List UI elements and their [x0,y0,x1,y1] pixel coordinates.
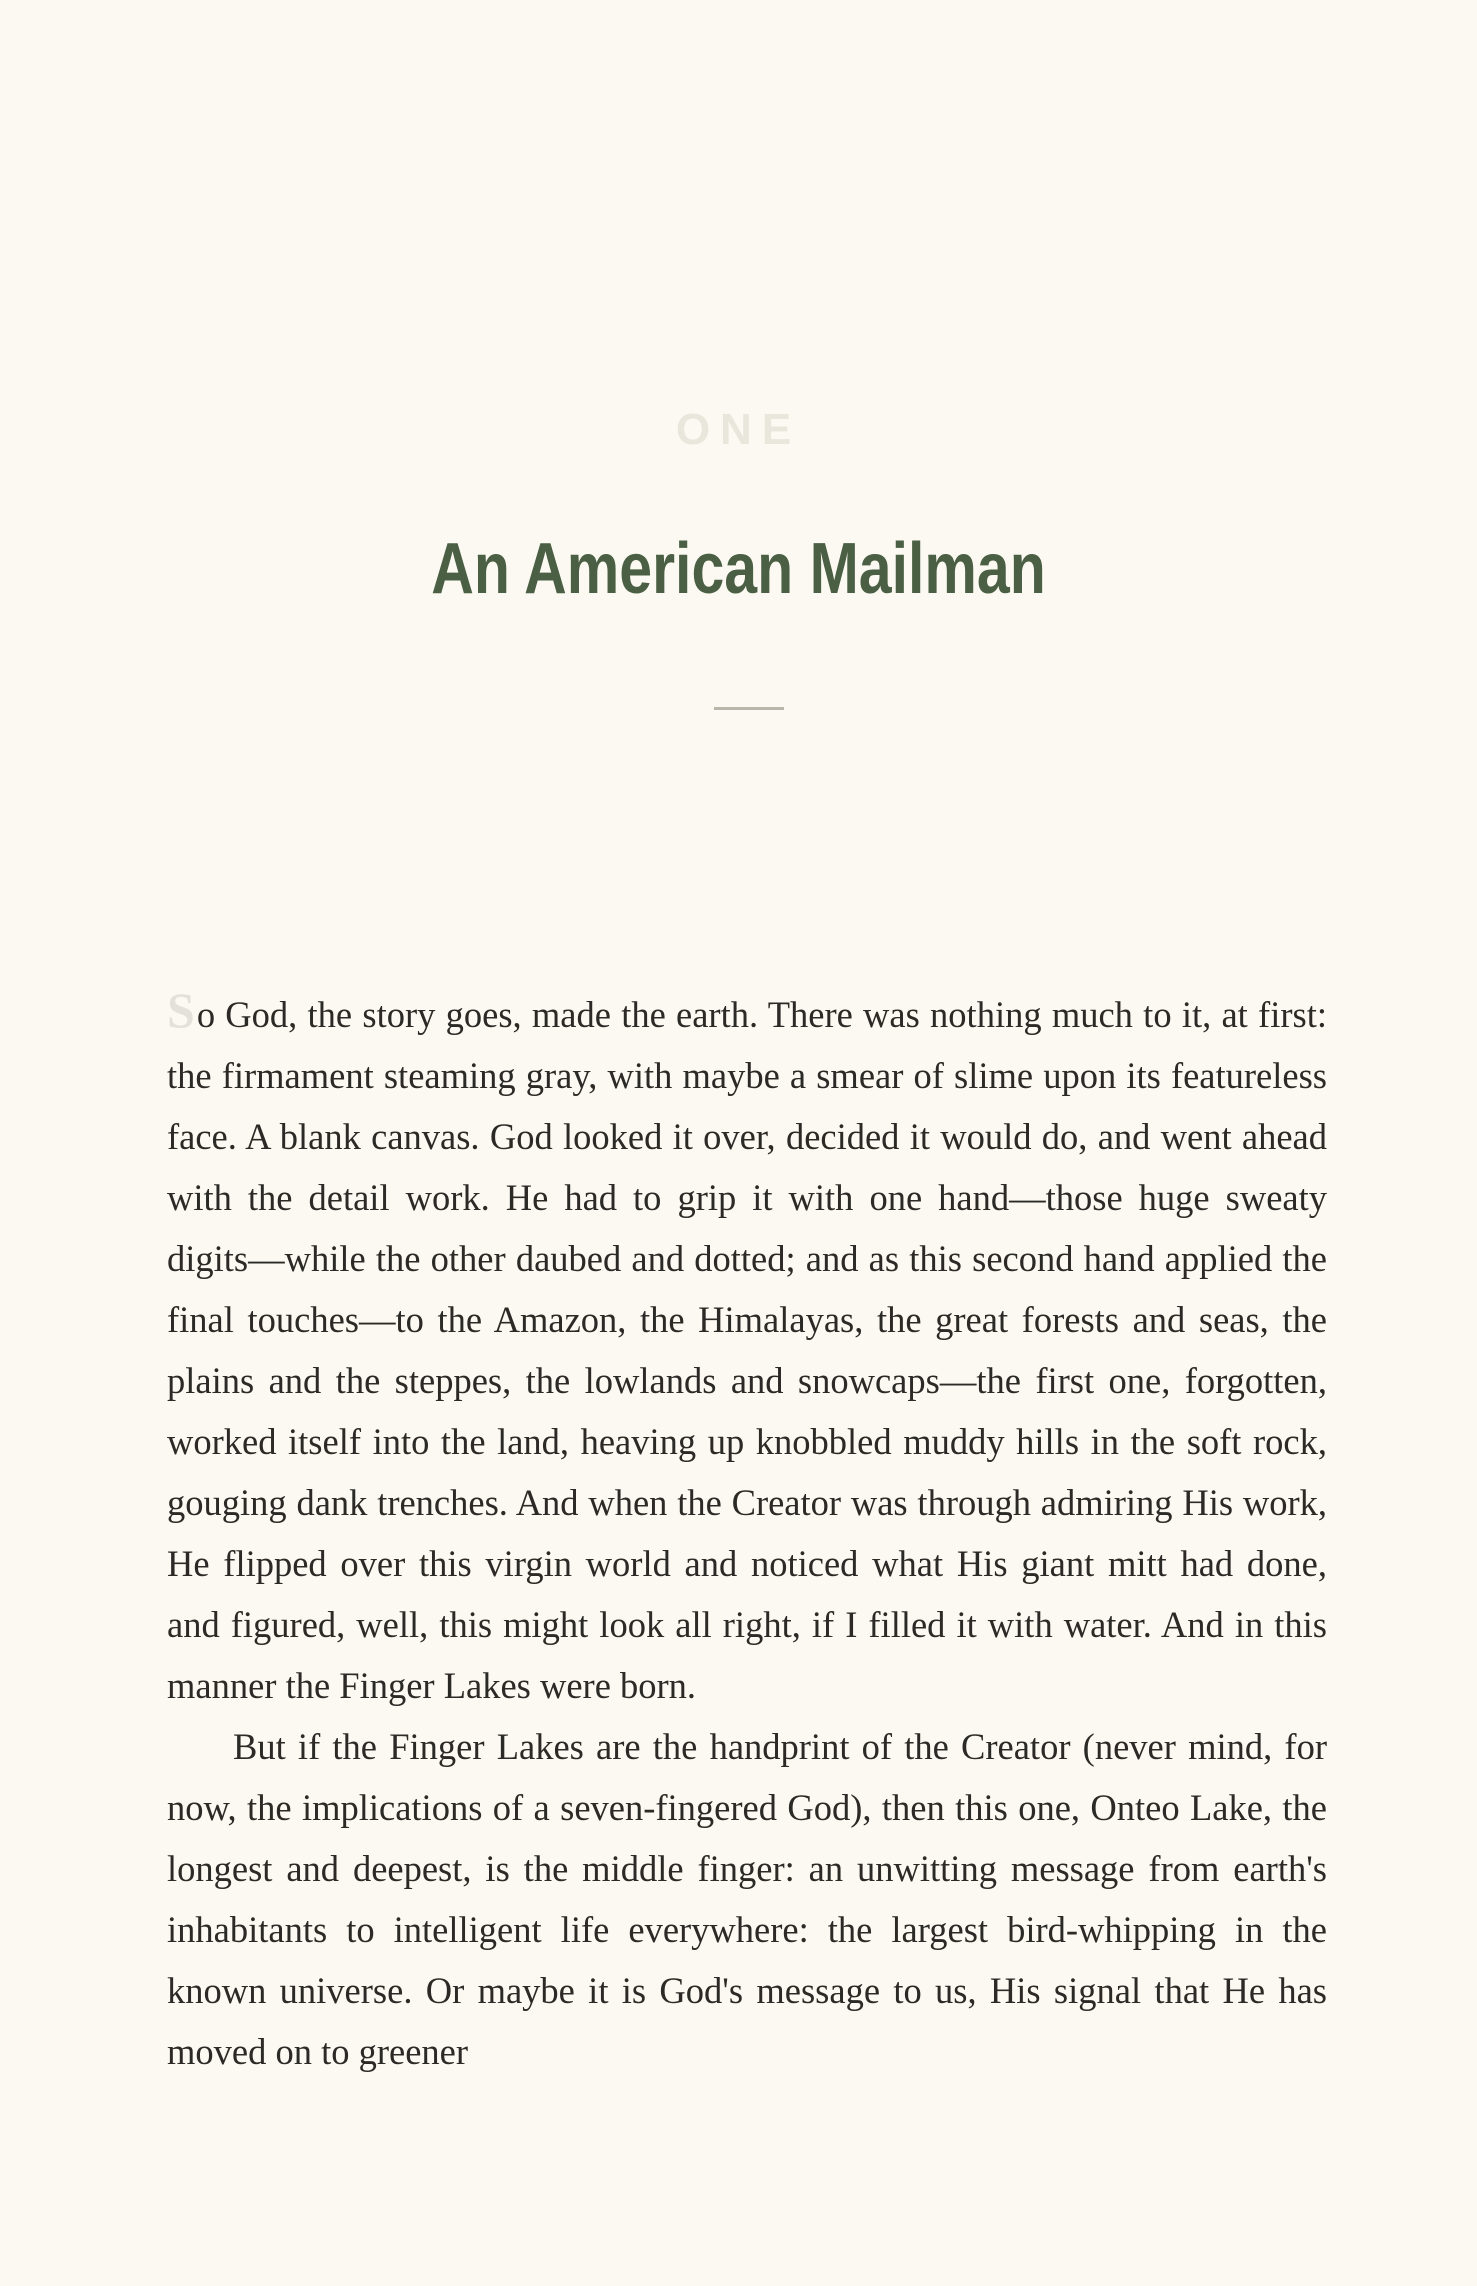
drop-cap: S [167,982,195,1038]
title-divider [714,707,784,710]
paragraph-1-text: o God, the story goes, made the earth. There was nothing much to it, at first: the firmament steaming gray, with maybe a smear of slime upon its featureless face. A blank canvas. God looked it over, decided it would do, and went ahead with the detail work. He had to grip it with one hand—those huge sweaty digits—while the other daubed and dotted; and as this second hand applied the final touches—to the Amazon, the Himalayas, the great forests and seas, the plains and the steppes, the lowlands and snowcaps—the first one, forgotten, worked itself into the land, heaving up knobbled muddy hills in the soft rock, gouging dank trenches. And when the Creator was through admiring His work, He flipped over this virgin world and noticed what His giant mitt had done, and figured, well, this might look all right, if I filled it with water. And in this manner the Finger Lakes were born. [167,994,1327,1706]
paragraph-2: But if the Finger Lakes are the handprint of the Creator (never mind, for now, the implications of a seven-fingered God), then this one, Onteo Lake, the longest and deepest, is the middle finger: an unwitting message from earth's inhabitants to intelligent life everywhere: the largest bird-whipping in the known universe. Or maybe it is God's message to us, His signal that He has moved on to greener [167,1726,1327,2072]
paragraph-1 [167,980,1327,1716]
chapter-number: ONE [675,405,802,454]
chapter-title: An American Mailman [431,529,1046,609]
chapter-body [167,980,1327,2082]
